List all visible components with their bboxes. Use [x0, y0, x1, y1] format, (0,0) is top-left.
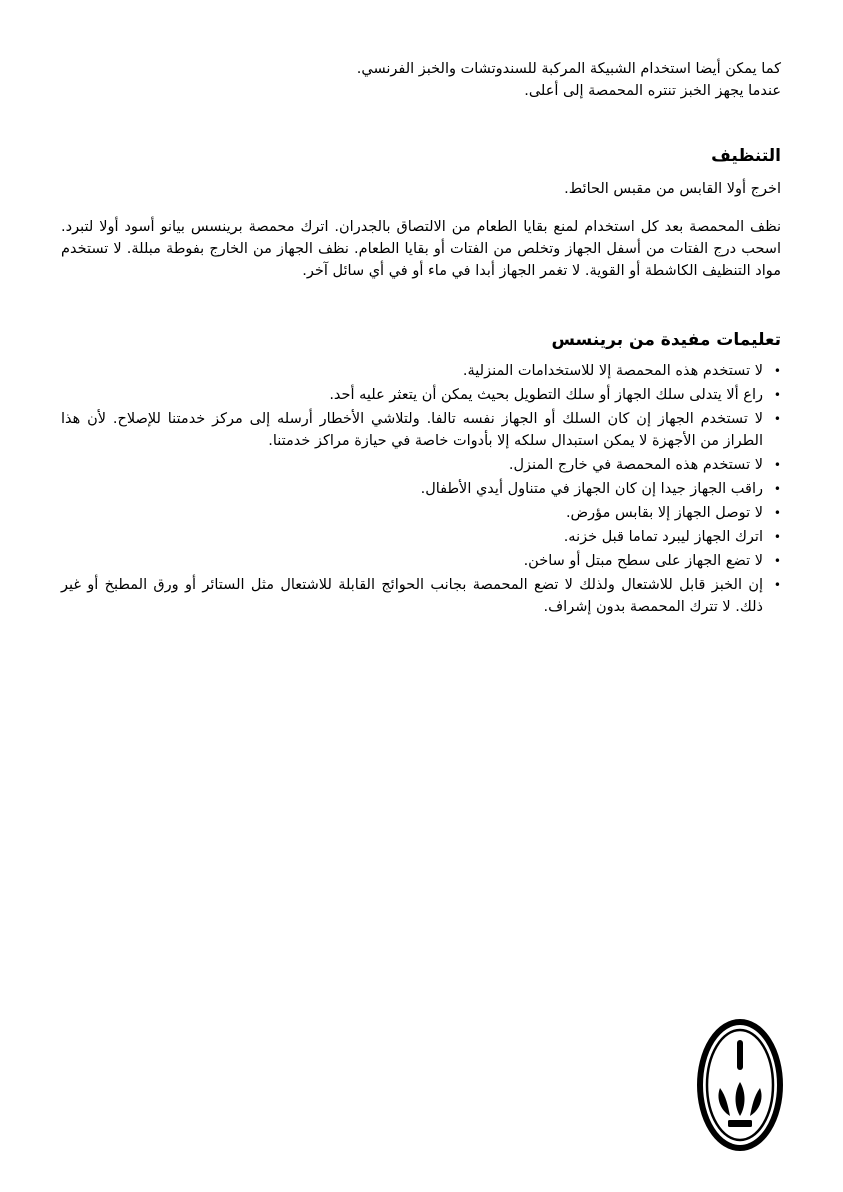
cleaning-paragraph-1: اخرج أولا القابس من مقبس الحائط. [564, 181, 781, 197]
tips-list-item: • لا تستخدم الجهاز إن كان السلك أو الجهاز نفسه تالفا. ولتلاشي الأخطار أرسله إلى مركز خدمتنا للإصلاح. لأن هذا الطراز من الأجهزة لا يمكن استبدال سلكه إلا بأدوات خاصة في حيازة مراكز خدمتنا. [61, 408, 763, 452]
intro-section [61, 58, 781, 102]
document-content [61, 58, 781, 620]
tips-list-item: • لا تضع الجهاز على سطح مبتل أو ساخن. [61, 550, 763, 572]
tips-list-item: • إن الخبز قابل للاشتعال ولذلك لا تضع المحمصة بجانب الحوائج القابلة للاشتعال مثل الستائر أو ورق المطبخ أو غير ذلك. لا تترك المحمصة بدون إشراف. [61, 574, 763, 618]
tips-heading: تعليمات مفيدة من برينسس [551, 330, 781, 350]
cleaning-paragraph-2: نظف المحمصة بعد كل استخدام لمنع بقايا الطعام من الالتصاق بالجدران. اترك محمصة برينسس بيانو أسود أولا لتبرد. اسحب درج الفتات من أسفل الجهاز وتخلص من الفتات أو بقايا الطعام. نظف الجهاز من الخارج بفوطة مبللة. لا تستخدم مواد التنظيف الكاشطة أو القوية. لا تغمر الجهاز أبدا في ماء أو في أي سائل آخر. [61, 219, 781, 279]
tips-list-item: • لا تستخدم هذه المحمصة في خارج المنزل. [61, 454, 763, 476]
tips-list-item: • لا توصل الجهاز إلا بقابس مؤرض. [61, 502, 763, 524]
intro-line-2: عندما يجهز الخبز تنتره المحمصة إلى أعلى. [524, 83, 781, 99]
tips-list [61, 360, 781, 618]
tips-list-item: • لا تستخدم هذه المحمصة إلا للاستخدامات المنزلية. [61, 360, 763, 382]
princess-crown-logo-icon [696, 1018, 784, 1152]
intro-line-1: كما يمكن أيضا استخدام الشبيكة المركبة للسندوتشات والخبز الفرنسي. [356, 61, 781, 77]
tips-list-item: • راقب الجهاز جيدا إن كان الجهاز في متناول أيدي الأطفال. [61, 478, 763, 500]
tips-list-item: • اترك الجهاز ليبرد تماما قبل خزنه. [61, 526, 763, 548]
cleaning-heading: التنظيف [711, 146, 781, 166]
tips-list-item: • راع ألا يتدلى سلك الجهاز أو سلك التطويل بحيث يمكن أن يتعثر عليه أحد. [61, 384, 763, 406]
